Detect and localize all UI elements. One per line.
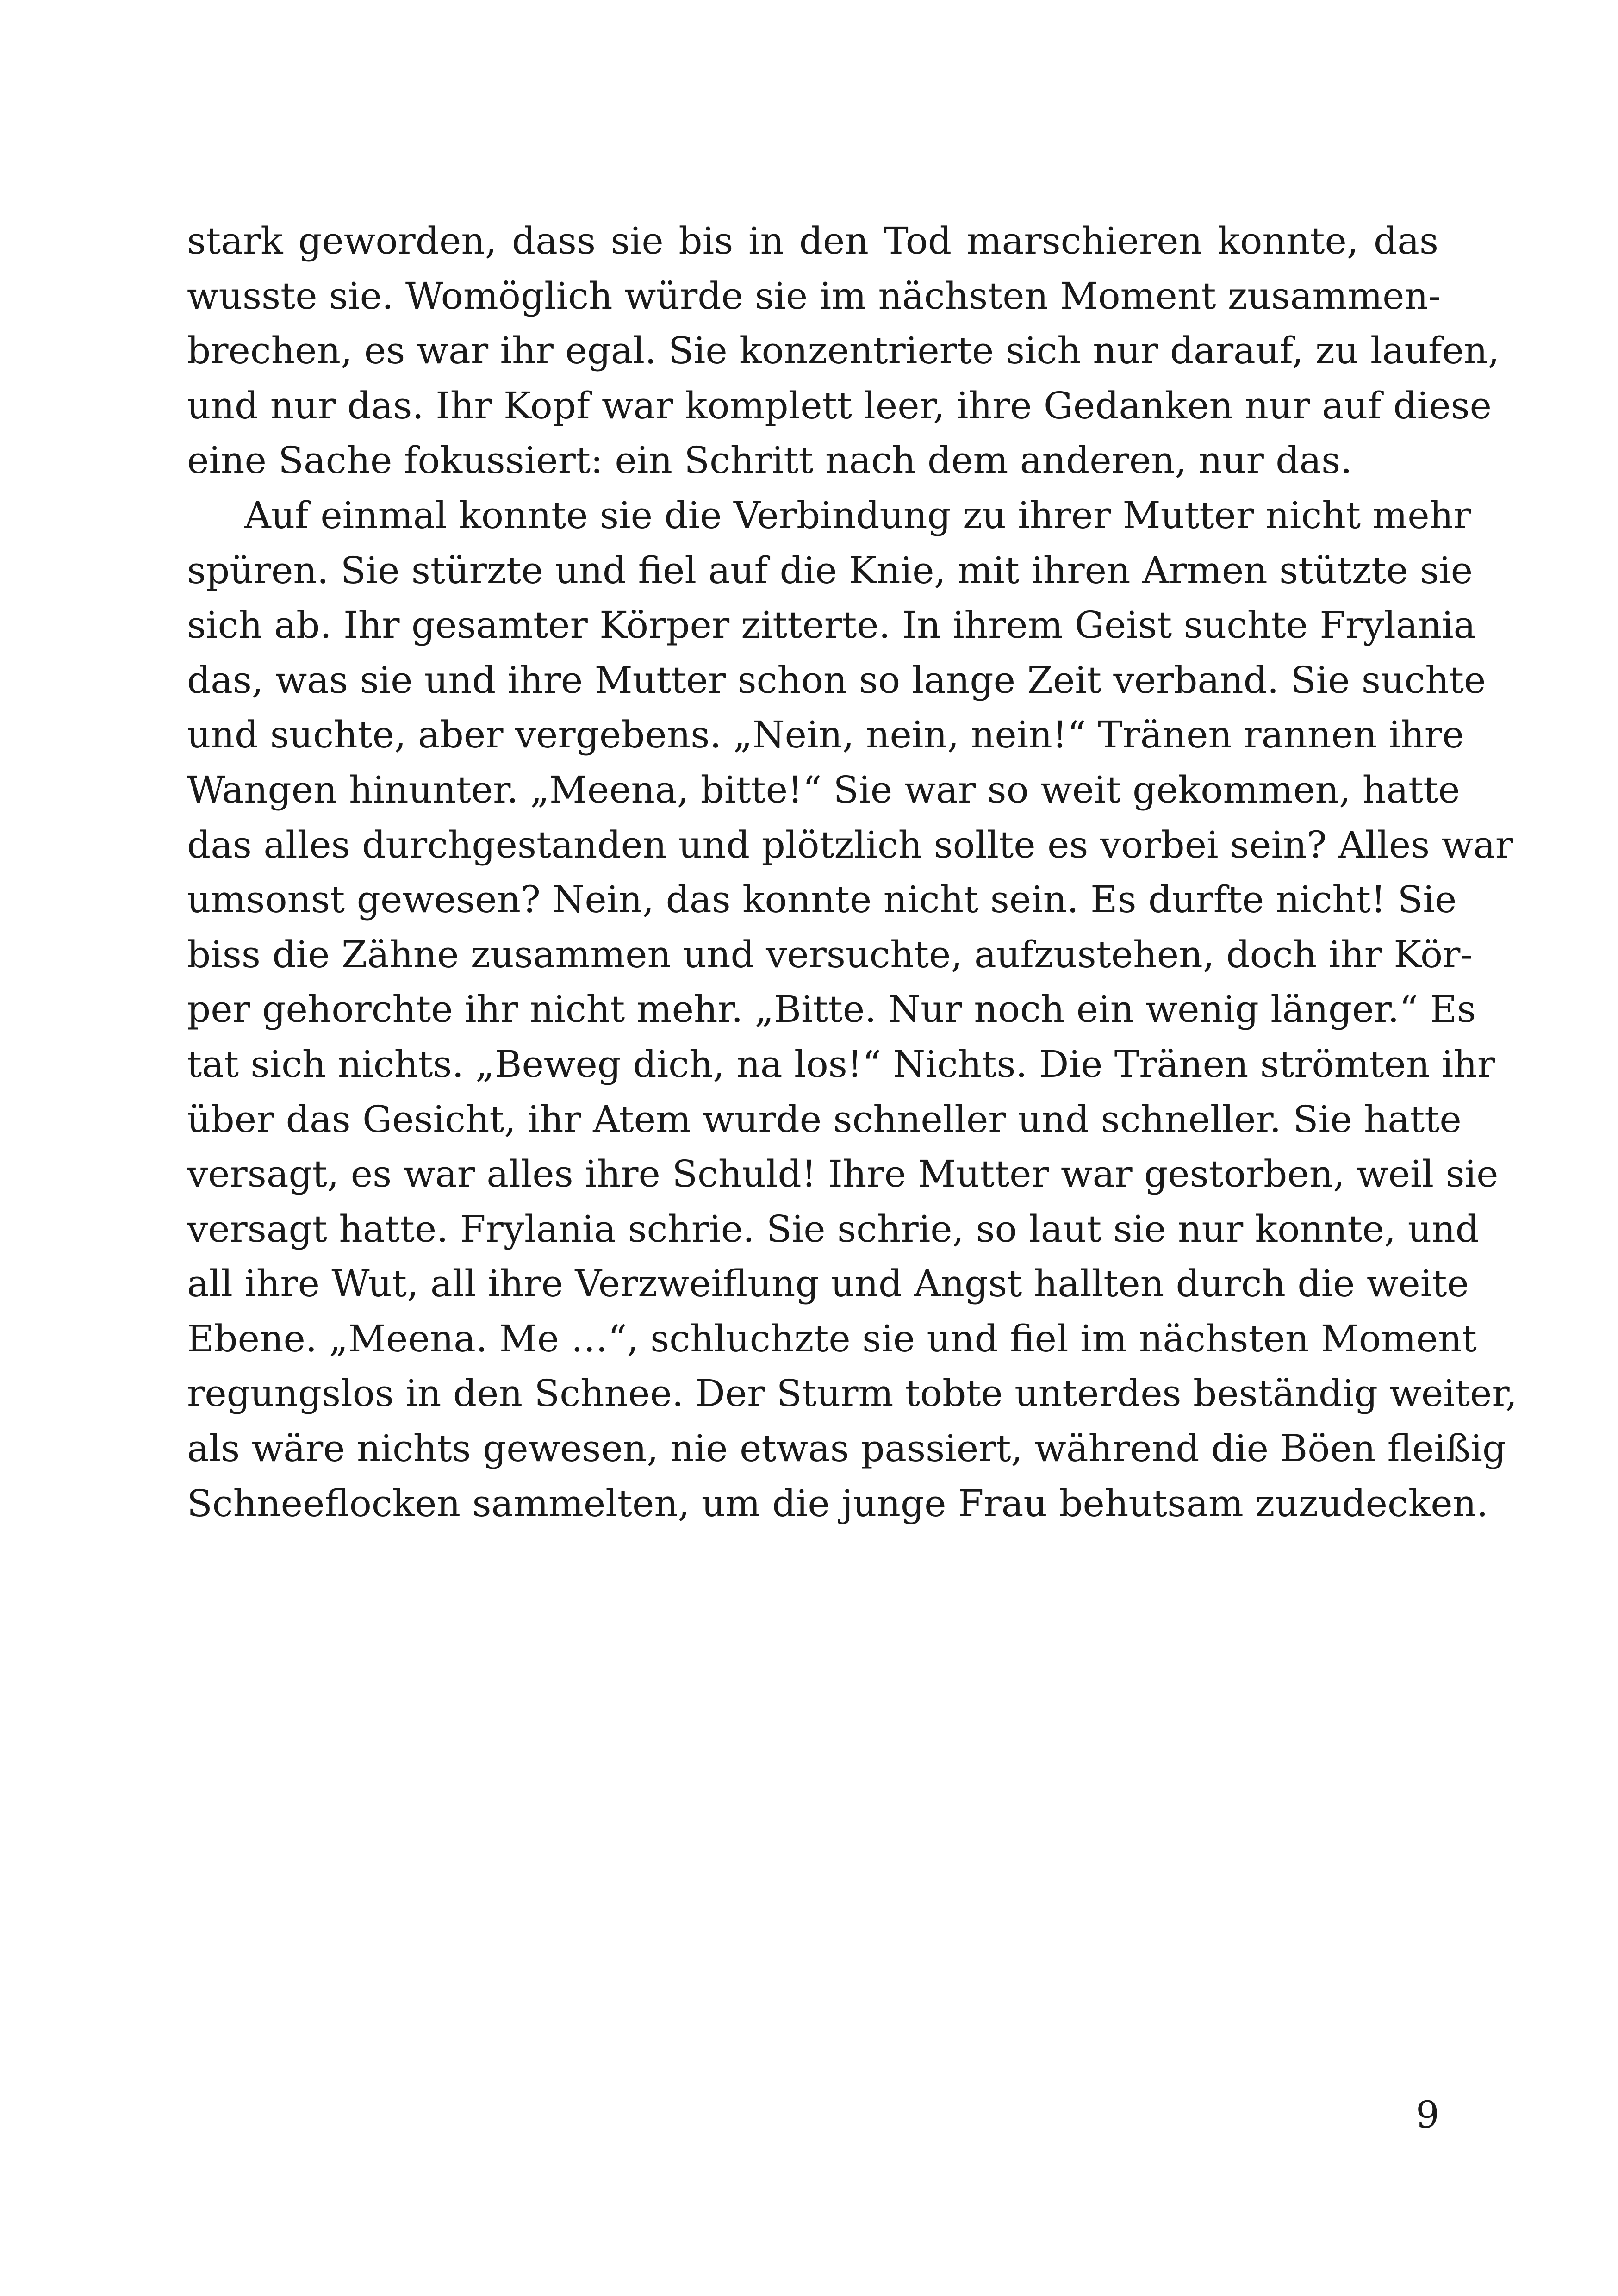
text-line: umsonst gewesen? Nein, das konnte nicht sein. Es durfte nicht! Sie <box>187 878 1457 921</box>
text-line: Schneeflocken sammelten, um die junge Frau behutsam zuzudecken. <box>187 1481 1488 1525</box>
text-line: über das Gesicht, ihr Atem wurde schneller und schneller. Sie hatte <box>187 1097 1462 1141</box>
text-line: und nur das. Ihr Kopf war komplett leer, ihre Gedanken nur auf diese <box>187 384 1492 427</box>
text-line: versagt hatte. Frylania schrie. Sie schrie, so laut sie nur konnte, und <box>187 1207 1479 1251</box>
text-line: das alles durchgestanden und plötzlich sollte es vorbei sein? Alles war <box>187 823 1513 866</box>
text-line: regungslos in den Schnee. Der Sturm tobte unterdes beständig weiter, <box>187 1372 1518 1415</box>
text-line: all ihre Wut, all ihre Verzweiflung und Angst hallten durch die weite <box>187 1262 1469 1306</box>
text-line: per gehorchte ihr nicht mehr. „Bitte. Nur noch ein wenig länger.“ Es <box>187 988 1476 1031</box>
text-line: biss die Zähne zusammen und versuchte, aufzustehen, doch ihr Kör- <box>187 933 1473 976</box>
text-line: als wäre nichts gewesen, nie etwas passiert, während die Böen fleißig <box>187 1427 1506 1470</box>
text-line: stark geworden, dass sie bis in den Tod marschieren konnte, das <box>187 219 1438 262</box>
text-line: und suchte, aber vergebens. „Nein, nein, nein!“ Tränen rannen ihre <box>187 713 1464 757</box>
text-line: Auf einmal konnte sie die Verbindung zu ihrer Mutter nicht mehr <box>244 493 1471 537</box>
text-line: spüren. Sie stürzte und fiel auf die Knie, mit ihren Armen stützte sie <box>187 548 1473 592</box>
page-number: 9 <box>1416 2093 1439 2136</box>
text-line: wusste sie. Womöglich würde sie im nächsten Moment zusammen- <box>187 274 1441 317</box>
text-line: eine Sache fokussiert: ein Schritt nach dem anderen, nur das. <box>187 439 1352 482</box>
text-line: Wangen hinunter. „Meena, bitte!“ Sie war so weit gekommen, hatte <box>187 768 1460 811</box>
text-line: versagt, es war alles ihre Schuld! Ihre Mutter war gestorben, weil sie <box>187 1152 1499 1196</box>
text-line: Ebene. „Meena. Me …“, schluchzte sie und fiel im nächsten Moment <box>187 1317 1477 1360</box>
text-line: sich ab. Ihr gesamter Körper zitterte. In ihrem Geist suchte Frylania <box>187 604 1476 647</box>
text-line: das, was sie und ihre Mutter schon so lange Zeit verband. Sie suchte <box>187 658 1486 702</box>
paragraph <box>187 488 1518 1531</box>
paragraph <box>187 214 1500 488</box>
text-line: tat sich nichts. „Beweg dich, na los!“ Nichts. Die Tränen strömten ihr <box>187 1042 1495 1086</box>
body-text <box>187 214 1518 1531</box>
text-line: brechen, es war ihr egal. Sie konzentrierte sich nur darauf, zu laufen, <box>187 329 1500 373</box>
